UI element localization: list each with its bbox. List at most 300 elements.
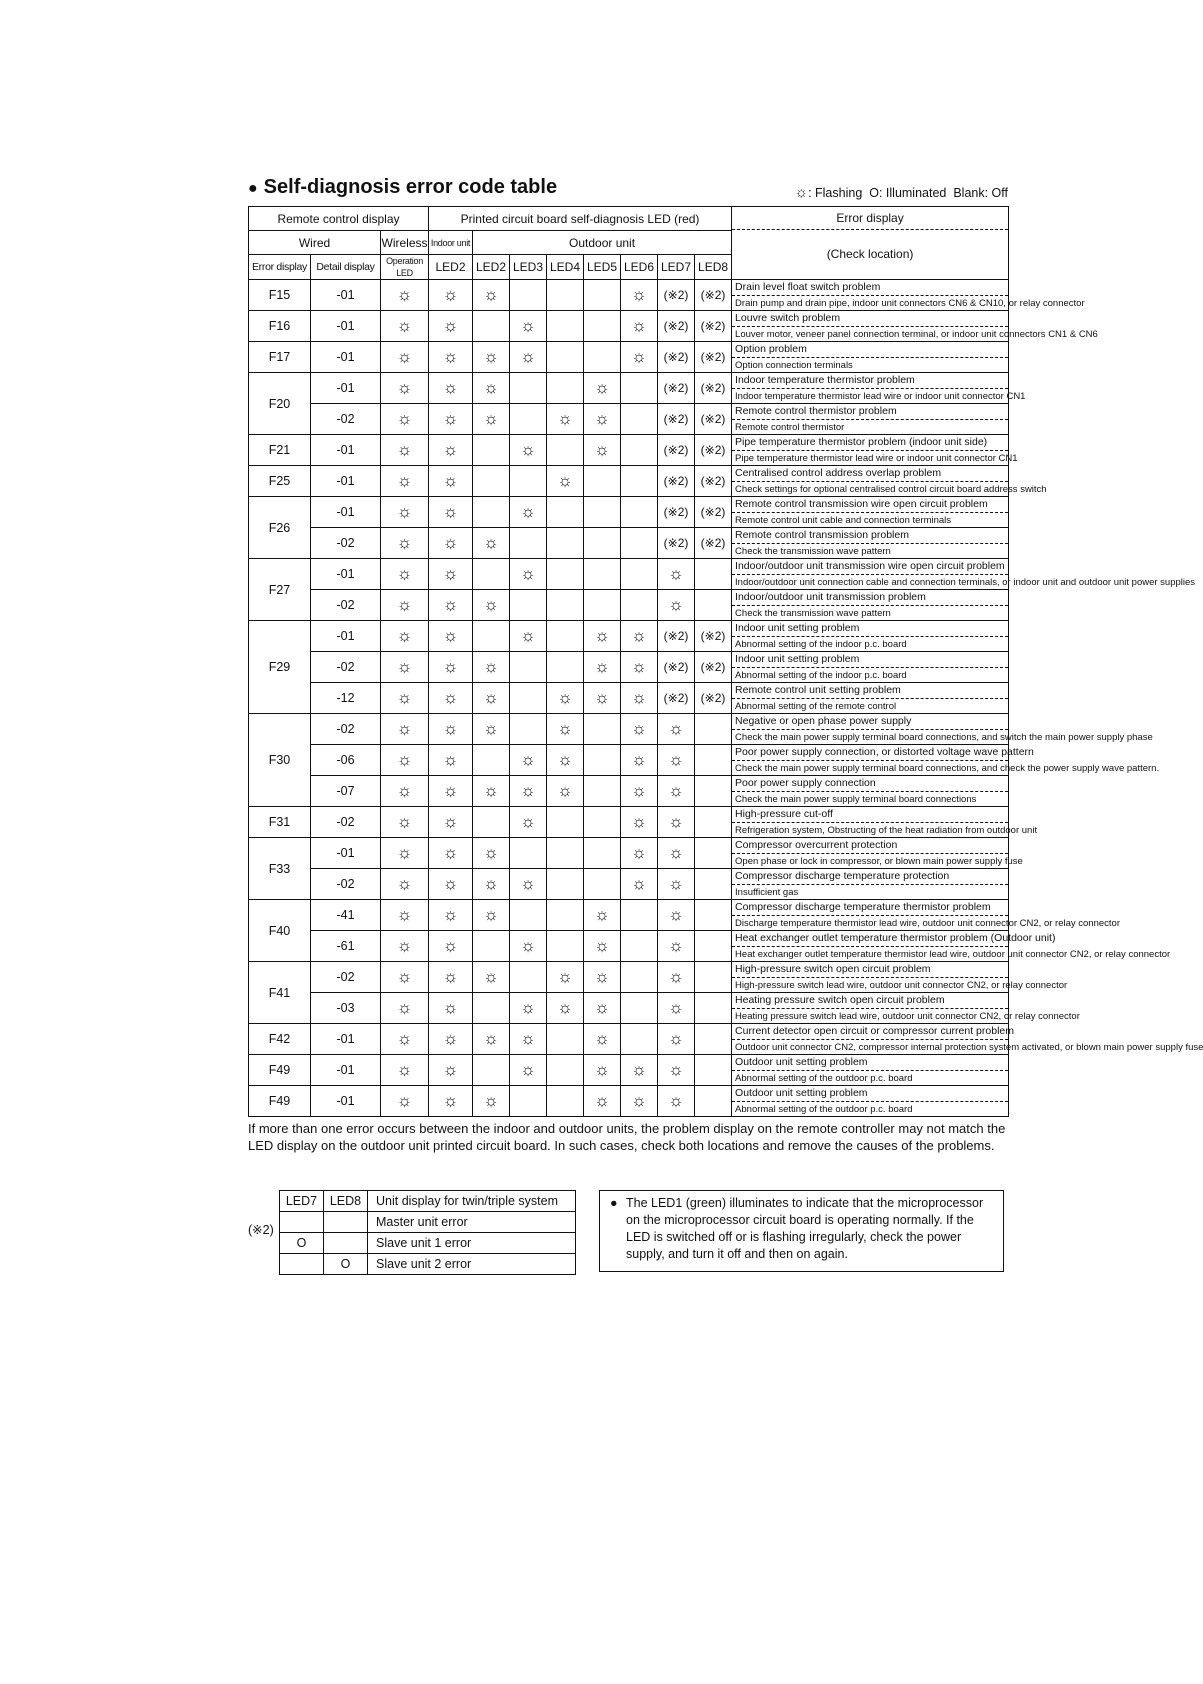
- led2-indoor-cell: [429, 559, 473, 590]
- error-description: Outdoor unit setting problem: [732, 1086, 1008, 1102]
- led6-cell: [621, 838, 658, 869]
- check-location: Louver motor, veneer panel connection terminal, or indoor unit connectors CN1 & CN6: [735, 329, 1098, 340]
- led4-cell: [547, 528, 584, 559]
- led5-cell: [584, 1055, 621, 1086]
- error-code-cell: F40: [249, 900, 311, 962]
- check-location: Check the transmission wave pattern: [735, 608, 891, 619]
- led5-cell: [584, 466, 621, 497]
- table-row: [249, 559, 1009, 590]
- detail-code-cell: -01: [311, 280, 381, 311]
- detail-code-cell: -01: [311, 373, 381, 404]
- led3-cell: [510, 993, 547, 1024]
- error-description-cell: [732, 373, 1026, 404]
- twin-led8-cell: O: [324, 1254, 368, 1275]
- led2-indoor-cell: [429, 1055, 473, 1086]
- flashing-led-icon: ☼: [594, 1091, 610, 1110]
- error-description-cell: [732, 435, 1018, 466]
- led4-cell: [547, 404, 584, 435]
- flashing-led-icon: ☼: [442, 1060, 459, 1079]
- error-description-cell: [732, 528, 1009, 559]
- led2-indoor-cell: [429, 931, 473, 962]
- check-location: Check settings for optional centralised control circuit board address switch: [735, 484, 1047, 495]
- check-location: Remote control thermistor: [735, 422, 845, 433]
- error-description: Centralised control address overlap problem: [732, 466, 1008, 482]
- check-location: Check the main power supply terminal board connections: [735, 794, 977, 805]
- detail-code-cell: -01: [311, 311, 381, 342]
- led2-indoor-cell: [429, 497, 473, 528]
- error-code-cell: F41: [249, 962, 311, 1024]
- table-row: [249, 869, 1009, 900]
- table-row: [249, 435, 1009, 466]
- flashing-led-icon: ☼: [594, 378, 610, 397]
- led3-cell: [510, 497, 547, 528]
- flashing-led-icon: ☼: [442, 595, 459, 614]
- error-description: High-pressure switch open circuit problem: [732, 962, 1008, 978]
- table-row: [249, 714, 1009, 745]
- error-description-cell: [732, 931, 1171, 962]
- led5-cell: [584, 404, 621, 435]
- operation-led-cell: [381, 342, 429, 373]
- operation-led-cell: [381, 373, 429, 404]
- operation-led-cell: [381, 745, 429, 776]
- flashing-led-icon: ☼: [483, 533, 499, 552]
- flashing-led-icon: ☼: [594, 936, 610, 955]
- detail-code-cell: -01: [311, 342, 381, 373]
- led4-cell: [547, 311, 584, 342]
- operation-led-cell: [381, 621, 429, 652]
- error-description: Louvre switch problem: [732, 311, 1008, 327]
- led3-cell: [510, 373, 547, 404]
- error-code-cell: F16: [249, 311, 311, 342]
- table-row: [249, 342, 1009, 373]
- led2-indoor-cell: [429, 1024, 473, 1055]
- table-row: [249, 993, 1009, 1024]
- error-description-cell: [732, 683, 1009, 714]
- flashing-led-icon: ☼: [594, 440, 610, 459]
- check-location: Abnormal setting of the outdoor p.c. board: [735, 1073, 913, 1084]
- error-description: Poor power supply connection, or distorted voltage wave pattern: [732, 745, 1008, 761]
- flashing-led-icon: ☼: [483, 781, 499, 800]
- flashing-led-icon: ☼: [520, 347, 536, 366]
- led2-outdoor-cell: [473, 528, 510, 559]
- operation-led-cell: [381, 993, 429, 1024]
- detail-code-cell: -03: [311, 993, 381, 1024]
- detail-code-cell: -61: [311, 931, 381, 962]
- check-location: Drain pump and drain pipe, indoor unit connectors CN6 & CN10, or relay connector: [735, 298, 1085, 309]
- flashing-led-icon: ☼: [631, 781, 647, 800]
- led3-cell: [510, 1024, 547, 1055]
- led7-cell: [658, 838, 695, 869]
- flashing-led-icon: ☼: [442, 533, 459, 552]
- led7-cell: [658, 745, 695, 776]
- led4-cell: [547, 1055, 584, 1086]
- led6-cell: [621, 745, 658, 776]
- table-row: [249, 776, 1009, 807]
- error-code-cell: F17: [249, 342, 311, 373]
- led6-cell: [621, 1086, 658, 1117]
- led5-cell: [584, 528, 621, 559]
- check-location: Check the main power supply terminal board connections, and switch the main power supply phase: [735, 732, 1153, 743]
- led5-cell: [584, 993, 621, 1024]
- table-row: [249, 745, 1009, 776]
- flashing-led-icon: ☼: [557, 998, 573, 1017]
- detail-code-cell: -01: [311, 1086, 381, 1117]
- check-location: Remote control unit cable and connection terminals: [735, 515, 952, 526]
- flashing-led-icon: ☼: [442, 657, 459, 676]
- led6-cell: [621, 311, 658, 342]
- flash-icon: ☼: [794, 184, 809, 201]
- led6-cell: [621, 807, 658, 838]
- flashing-led-icon: ☼: [483, 378, 499, 397]
- led4-cell: [547, 652, 584, 683]
- legend: [794, 184, 1008, 201]
- led8-cell: (※2): [695, 280, 732, 311]
- header-error-display-label: Error display: [732, 207, 1008, 230]
- flashing-led-icon: ☼: [442, 378, 459, 397]
- operation-led-cell: [381, 311, 429, 342]
- error-description: Remote control transmission problem: [732, 528, 1008, 544]
- led2-indoor-cell: [429, 528, 473, 559]
- flashing-led-icon: ☼: [631, 719, 647, 738]
- operation-led-cell: [381, 962, 429, 993]
- led3-cell: [510, 838, 547, 869]
- led7-cell: (※2): [658, 435, 695, 466]
- led4-cell: [547, 683, 584, 714]
- error-description-cell: [732, 962, 1068, 993]
- flashing-led-icon: ☼: [396, 967, 413, 986]
- operation-led-cell: [381, 590, 429, 621]
- led3-cell: [510, 590, 547, 621]
- led2-outdoor-cell: [473, 1055, 510, 1086]
- led4-cell: [547, 931, 584, 962]
- led2-outdoor-cell: [473, 404, 510, 435]
- led8-cell: [695, 590, 732, 621]
- led2-indoor-cell: [429, 435, 473, 466]
- led3-cell: [510, 311, 547, 342]
- error-description: Compressor overcurrent protection: [732, 838, 1008, 854]
- error-description-cell: [732, 497, 1009, 528]
- led5-cell: [584, 621, 621, 652]
- led4-cell: [547, 900, 584, 931]
- error-description: Drain level float switch problem: [732, 280, 1008, 296]
- led6-cell: [621, 931, 658, 962]
- error-code-cell: F30: [249, 714, 311, 807]
- led4-cell: [547, 466, 584, 497]
- table-row: [249, 373, 1009, 404]
- error-description-cell: [732, 1024, 1203, 1055]
- table-row: [249, 1024, 1009, 1055]
- flashing-led-icon: ☼: [483, 595, 499, 614]
- flashing-led-icon: ☼: [396, 502, 413, 521]
- error-code-cell: F15: [249, 280, 311, 311]
- header-pcb: Printed circuit board self-diagnosis LED (red): [429, 207, 732, 231]
- twin-text-cell: Master unit error: [368, 1212, 576, 1233]
- header-outdoor-unit: Outdoor unit: [473, 231, 732, 255]
- led8-cell: [695, 776, 732, 807]
- led8-cell: (※2): [695, 404, 732, 435]
- led5-cell: [584, 652, 621, 683]
- led5-cell: [584, 714, 621, 745]
- flashing-led-icon: ☼: [520, 874, 536, 893]
- bullet-icon: ●: [610, 1196, 618, 1210]
- error-description-cell: [732, 993, 1080, 1024]
- error-description: High-pressure cut-off: [732, 807, 1008, 823]
- operation-led-cell: [381, 1086, 429, 1117]
- led5-cell: [584, 683, 621, 714]
- error-description: Indoor/outdoor unit transmission wire open circuit problem: [732, 559, 1008, 575]
- led2-outdoor-cell: [473, 683, 510, 714]
- twin-col-unit-display: Unit display for twin/triple system: [368, 1191, 576, 1212]
- led6-cell: [621, 652, 658, 683]
- led2-outdoor-cell: [473, 621, 510, 652]
- led3-cell: [510, 962, 547, 993]
- operation-led-cell: [381, 776, 429, 807]
- led2-outdoor-cell: [473, 869, 510, 900]
- header-error-display: [732, 207, 1009, 280]
- check-location: Discharge temperature thermistor lead wire, outdoor unit connector CN2, or relay connector: [735, 918, 1120, 929]
- flashing-led-icon: ☼: [442, 626, 459, 645]
- error-description: Outdoor unit setting problem: [732, 1055, 1008, 1071]
- led3-cell: [510, 745, 547, 776]
- led7-cell: [658, 1086, 695, 1117]
- flashing-led-icon: ☼: [520, 998, 536, 1017]
- led6-cell: [621, 280, 658, 311]
- check-location: Option connection terminals: [735, 360, 853, 371]
- table-row: [249, 838, 1009, 869]
- error-description: Indoor/outdoor unit transmission problem: [732, 590, 1008, 606]
- led7-cell: (※2): [658, 652, 695, 683]
- error-description-cell: [732, 776, 1009, 807]
- operation-led-cell: [381, 280, 429, 311]
- flashing-led-icon: ☼: [520, 812, 536, 831]
- error-description-cell: [732, 280, 1085, 311]
- error-description: Indoor unit setting problem: [732, 652, 1008, 668]
- flashing-led-icon: ☼: [557, 750, 573, 769]
- legend-blank-label: Blank: Off: [953, 186, 1008, 200]
- flashing-led-icon: ☼: [396, 409, 413, 428]
- flashing-led-icon: ☼: [442, 781, 459, 800]
- flashing-led-icon: ☼: [520, 626, 536, 645]
- multi-error-note: If more than one error occurs between the indoor and outdoor units, the problem display on the remote controller may not match the LED display on the outdoor unit printed circuit board. In such cases, check both locations and remove the causes of the problems.: [248, 1121, 1006, 1153]
- led7-cell: (※2): [658, 280, 695, 311]
- led8-cell: (※2): [695, 373, 732, 404]
- flashing-led-icon: ☼: [442, 905, 459, 924]
- flashing-led-icon: ☼: [520, 1060, 536, 1079]
- twin-col-led7: LED7: [280, 1191, 324, 1212]
- flashing-led-icon: ☼: [396, 936, 413, 955]
- flashing-led-icon: ☼: [668, 936, 684, 955]
- col-led2-indoor: LED2: [429, 255, 473, 280]
- led4-cell: [547, 342, 584, 373]
- led8-cell: [695, 1086, 732, 1117]
- header-remote: Remote control display: [249, 207, 429, 231]
- flashing-led-icon: ☼: [631, 316, 647, 335]
- detail-code-cell: -01: [311, 497, 381, 528]
- led8-cell: (※2): [695, 652, 732, 683]
- led8-cell: [695, 962, 732, 993]
- led6-cell: [621, 373, 658, 404]
- led7-cell: (※2): [658, 311, 695, 342]
- error-code-table: [248, 206, 1203, 1117]
- flashing-led-icon: ☼: [594, 998, 610, 1017]
- flashing-led-icon: ☼: [396, 1029, 413, 1048]
- flashing-led-icon: ☼: [483, 967, 499, 986]
- twin-row: [280, 1212, 576, 1233]
- led5-cell: [584, 590, 621, 621]
- flashing-led-icon: ☼: [396, 781, 413, 800]
- error-description-cell: [732, 807, 1038, 838]
- flashing-led-icon: ☼: [396, 285, 413, 304]
- led3-cell: [510, 621, 547, 652]
- led7-cell: (※2): [658, 497, 695, 528]
- flashing-led-icon: ☼: [668, 719, 684, 738]
- twin-text-cell: Slave unit 2 error: [368, 1254, 576, 1275]
- led2-outdoor-cell: [473, 900, 510, 931]
- led4-cell: [547, 993, 584, 1024]
- led7-cell: [658, 869, 695, 900]
- col-operation-led: Operation LED: [381, 255, 429, 280]
- led3-cell: [510, 1086, 547, 1117]
- check-location: High-pressure switch lead wire, outdoor unit connector CN2, or relay connector: [735, 980, 1068, 991]
- led7-cell: [658, 807, 695, 838]
- legend-flash-label: : Flashing: [808, 186, 863, 200]
- flashing-led-icon: ☼: [396, 564, 413, 583]
- flashing-led-icon: ☼: [442, 719, 459, 738]
- error-description-cell: [732, 590, 1009, 621]
- detail-code-cell: -01: [311, 435, 381, 466]
- check-location: Abnormal setting of the indoor p.c. board: [735, 639, 907, 650]
- flashing-led-icon: ☼: [668, 843, 684, 862]
- flashing-led-icon: ☼: [442, 1091, 459, 1110]
- led8-cell: (※2): [695, 497, 732, 528]
- col-led4: LED4: [547, 255, 584, 280]
- detail-code-cell: -02: [311, 404, 381, 435]
- check-location: Pipe temperature thermistor lead wire or indoor unit connector CN1: [735, 453, 1018, 464]
- table-row: [249, 962, 1009, 993]
- led2-indoor-cell: [429, 404, 473, 435]
- led2-indoor-cell: [429, 807, 473, 838]
- led2-indoor-cell: [429, 311, 473, 342]
- flashing-led-icon: ☼: [396, 471, 413, 490]
- title-row: [248, 176, 1008, 206]
- led7-cell: [658, 931, 695, 962]
- flashing-led-icon: ☼: [442, 502, 459, 521]
- flashing-led-icon: ☼: [557, 781, 573, 800]
- detail-code-cell: -02: [311, 590, 381, 621]
- detail-code-cell: -01: [311, 838, 381, 869]
- flashing-led-icon: ☼: [396, 657, 413, 676]
- flashing-led-icon: ☼: [442, 564, 459, 583]
- flashing-led-icon: ☼: [594, 626, 610, 645]
- check-location: Outdoor unit connector CN2, compressor internal protection system activated, or blown main power supply fuse: [735, 1042, 1203, 1053]
- led2-indoor-cell: [429, 373, 473, 404]
- flashing-led-icon: ☼: [442, 812, 459, 831]
- flashing-led-icon: ☼: [396, 378, 413, 397]
- col-led2-outdoor: LED2: [473, 255, 510, 280]
- led8-cell: [695, 1024, 732, 1055]
- flashing-led-icon: ☼: [668, 750, 684, 769]
- flashing-led-icon: ☼: [557, 688, 573, 707]
- led3-cell: [510, 776, 547, 807]
- led2-indoor-cell: [429, 652, 473, 683]
- col-led5: LED5: [584, 255, 621, 280]
- error-description-cell: [732, 621, 1009, 652]
- check-location: Check the main power supply terminal board connections, and check the power supply wave pattern.: [735, 763, 1160, 774]
- flashing-led-icon: ☼: [396, 812, 413, 831]
- led7-cell: [658, 962, 695, 993]
- error-description: Poor power supply connection: [732, 776, 1008, 792]
- error-description-cell: [732, 342, 1009, 373]
- error-description: Indoor temperature thermistor problem: [732, 373, 1008, 389]
- check-location: Open phase or lock in compressor, or blown main power supply fuse: [735, 856, 1023, 867]
- led4-cell: [547, 280, 584, 311]
- flashing-led-icon: ☼: [520, 440, 536, 459]
- led2-outdoor-cell: [473, 838, 510, 869]
- flashing-led-icon: ☼: [396, 347, 413, 366]
- led2-indoor-cell: [429, 838, 473, 869]
- flashing-led-icon: ☼: [668, 595, 684, 614]
- led8-cell: [695, 807, 732, 838]
- table-row: [249, 280, 1009, 311]
- led2-indoor-cell: [429, 745, 473, 776]
- operation-led-cell: [381, 652, 429, 683]
- error-description: Compressor discharge temperature protection: [732, 869, 1008, 885]
- x2-label: (※2): [248, 1223, 274, 1237]
- operation-led-cell: [381, 559, 429, 590]
- detail-code-cell: -01: [311, 1055, 381, 1086]
- flashing-led-icon: ☼: [396, 1091, 413, 1110]
- flashing-led-icon: ☼: [396, 688, 413, 707]
- led8-cell: (※2): [695, 342, 732, 373]
- led5-cell: [584, 497, 621, 528]
- led6-cell: [621, 993, 658, 1024]
- flashing-led-icon: ☼: [396, 1060, 413, 1079]
- led2-indoor-cell: [429, 342, 473, 373]
- led7-cell: [658, 776, 695, 807]
- flashing-led-icon: ☼: [520, 750, 536, 769]
- flashing-led-icon: ☼: [442, 967, 459, 986]
- led2-outdoor-cell: [473, 342, 510, 373]
- led5-cell: [584, 559, 621, 590]
- led7-cell: [658, 590, 695, 621]
- led3-cell: [510, 466, 547, 497]
- flashing-led-icon: ☼: [483, 843, 499, 862]
- error-code-cell: F27: [249, 559, 311, 621]
- led1-info-text: The LED1 (green) illuminates to indicate that the microprocessor on the microprocessor circuit board is operating normally. If the LED is switched off or is flashing irregularly, check the power supply, and turn it off and then on again.: [626, 1196, 984, 1261]
- error-description: Heating pressure switch open circuit problem: [732, 993, 1008, 1009]
- led6-cell: [621, 869, 658, 900]
- error-code-cell: F42: [249, 1024, 311, 1055]
- led5-cell: [584, 342, 621, 373]
- table-row: [249, 497, 1009, 528]
- table-row: [249, 590, 1009, 621]
- operation-led-cell: [381, 497, 429, 528]
- table-row: [249, 1055, 1009, 1086]
- flashing-led-icon: ☼: [442, 843, 459, 862]
- flashing-led-icon: ☼: [483, 347, 499, 366]
- flashing-led-icon: ☼: [520, 316, 536, 335]
- flashing-led-icon: ☼: [483, 409, 499, 428]
- flashing-led-icon: ☼: [520, 781, 536, 800]
- error-description-cell: [732, 900, 1120, 931]
- led7-cell: (※2): [658, 342, 695, 373]
- flashing-led-icon: ☼: [442, 936, 459, 955]
- led7-cell: (※2): [658, 683, 695, 714]
- twin-col-led8: LED8: [324, 1191, 368, 1212]
- led2-outdoor-cell: [473, 931, 510, 962]
- flashing-led-icon: ☼: [631, 285, 647, 304]
- operation-led-cell: [381, 931, 429, 962]
